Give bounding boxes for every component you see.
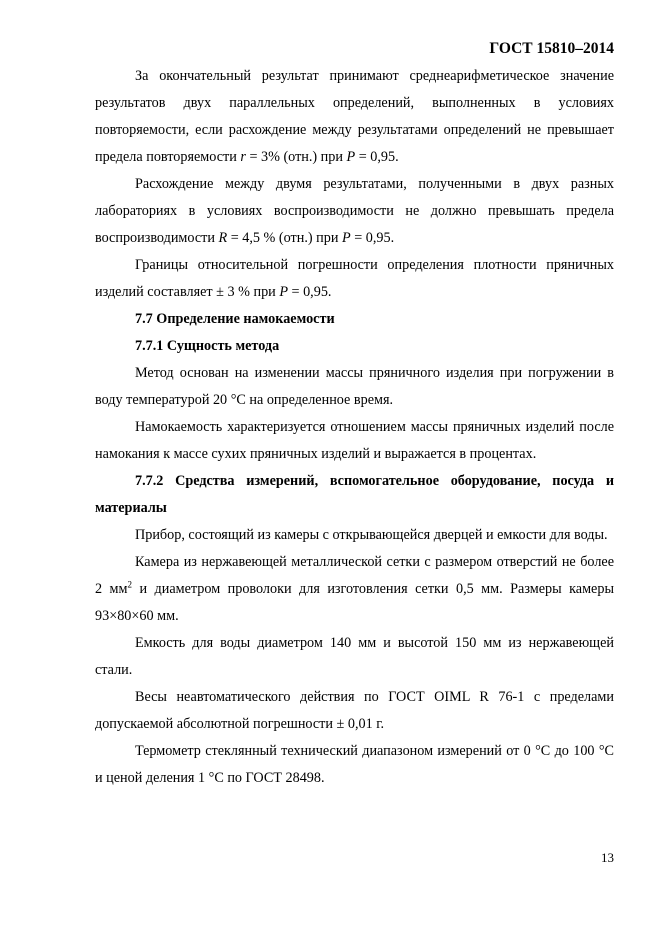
paragraph-wetting-definition: Намокаемость характеризуется отношением массы пряничных изделий после намокания к массе сухих пряничных изделий и выражается в процентах. <box>95 419 614 462</box>
text: Границы относительной погрешности определения плотности пряничных изделий составляет ± 3 % при <box>95 257 614 300</box>
document-header: ГОСТ 15810–2014 <box>489 40 614 57</box>
heading-7-7-1: 7.7.1 Сущность метода <box>135 338 280 354</box>
paragraph-final-result <box>95 63 614 171</box>
math-var-p: P <box>279 284 288 300</box>
math-var-r: R <box>218 230 228 246</box>
text: = 4,5 % (отн.) при <box>227 230 342 246</box>
paragraph-water-vessel: Емкость для воды диаметром 140 мм и высотой 150 мм из нержавеющей стали. <box>95 635 614 678</box>
text: = 0,95. <box>287 284 332 300</box>
paragraph-reproducibility <box>95 171 614 252</box>
document-body <box>95 63 614 792</box>
superscript: 2 <box>127 579 133 590</box>
paragraph-method: Метод основан на изменении массы пряничного изделия при погружении в воду температурой 20 °С на определенное время. <box>95 365 614 408</box>
math-var-r: r <box>240 149 246 165</box>
paragraph-error-bounds <box>95 252 614 306</box>
paragraph-device: Прибор, состоящий из камеры с открывающейся дверцей и емкости для воды. <box>135 527 608 543</box>
text: = 3% (отн.) при <box>245 149 347 165</box>
text: Камера из нержавеющей металлической сетки с размером отверстий не более 2 мм <box>95 554 614 597</box>
math-var-p: P <box>341 230 351 246</box>
text: и диаметром проволоки для изготовления сетки 0,5 мм. Размеры камеры 93×80×60 мм. <box>95 581 614 624</box>
heading-7-7: 7.7 Определение намокаемости <box>135 311 335 327</box>
text: Расхождение между двумя результатами, полученными в двух разных лабораториях в условиях воспроизводимости не должно превышать предела воспроизводимости <box>95 176 614 246</box>
heading-7-7-2: 7.7.2 Средства измерений, вспомогательное оборудование, посуда и материалы <box>95 473 614 516</box>
math-var-p: P <box>346 149 356 165</box>
paragraph-chamber <box>95 549 614 630</box>
text: За окончательный результат принимают среднеарифметическое значение результатов двух параллельных определений, выполненных в условиях повторяемости, если расхождение между результатами определений не превышает предела повторяемости <box>95 68 614 165</box>
page-number: 13 <box>601 850 614 865</box>
paragraph-thermometer: Термометр стеклянный технический диапазоном измерений от 0 °С до 100 °С и ценой деления 1 °С по ГОСТ 28498. <box>95 743 614 786</box>
text: = 0,95. <box>355 149 399 165</box>
text: = 0,95. <box>350 230 395 246</box>
paragraph-scales: Весы неавтоматического действия по ГОСТ OIML R 76-1 с пределами допускаемой абсолютной погрешности ± 0,01 г. <box>95 689 614 732</box>
